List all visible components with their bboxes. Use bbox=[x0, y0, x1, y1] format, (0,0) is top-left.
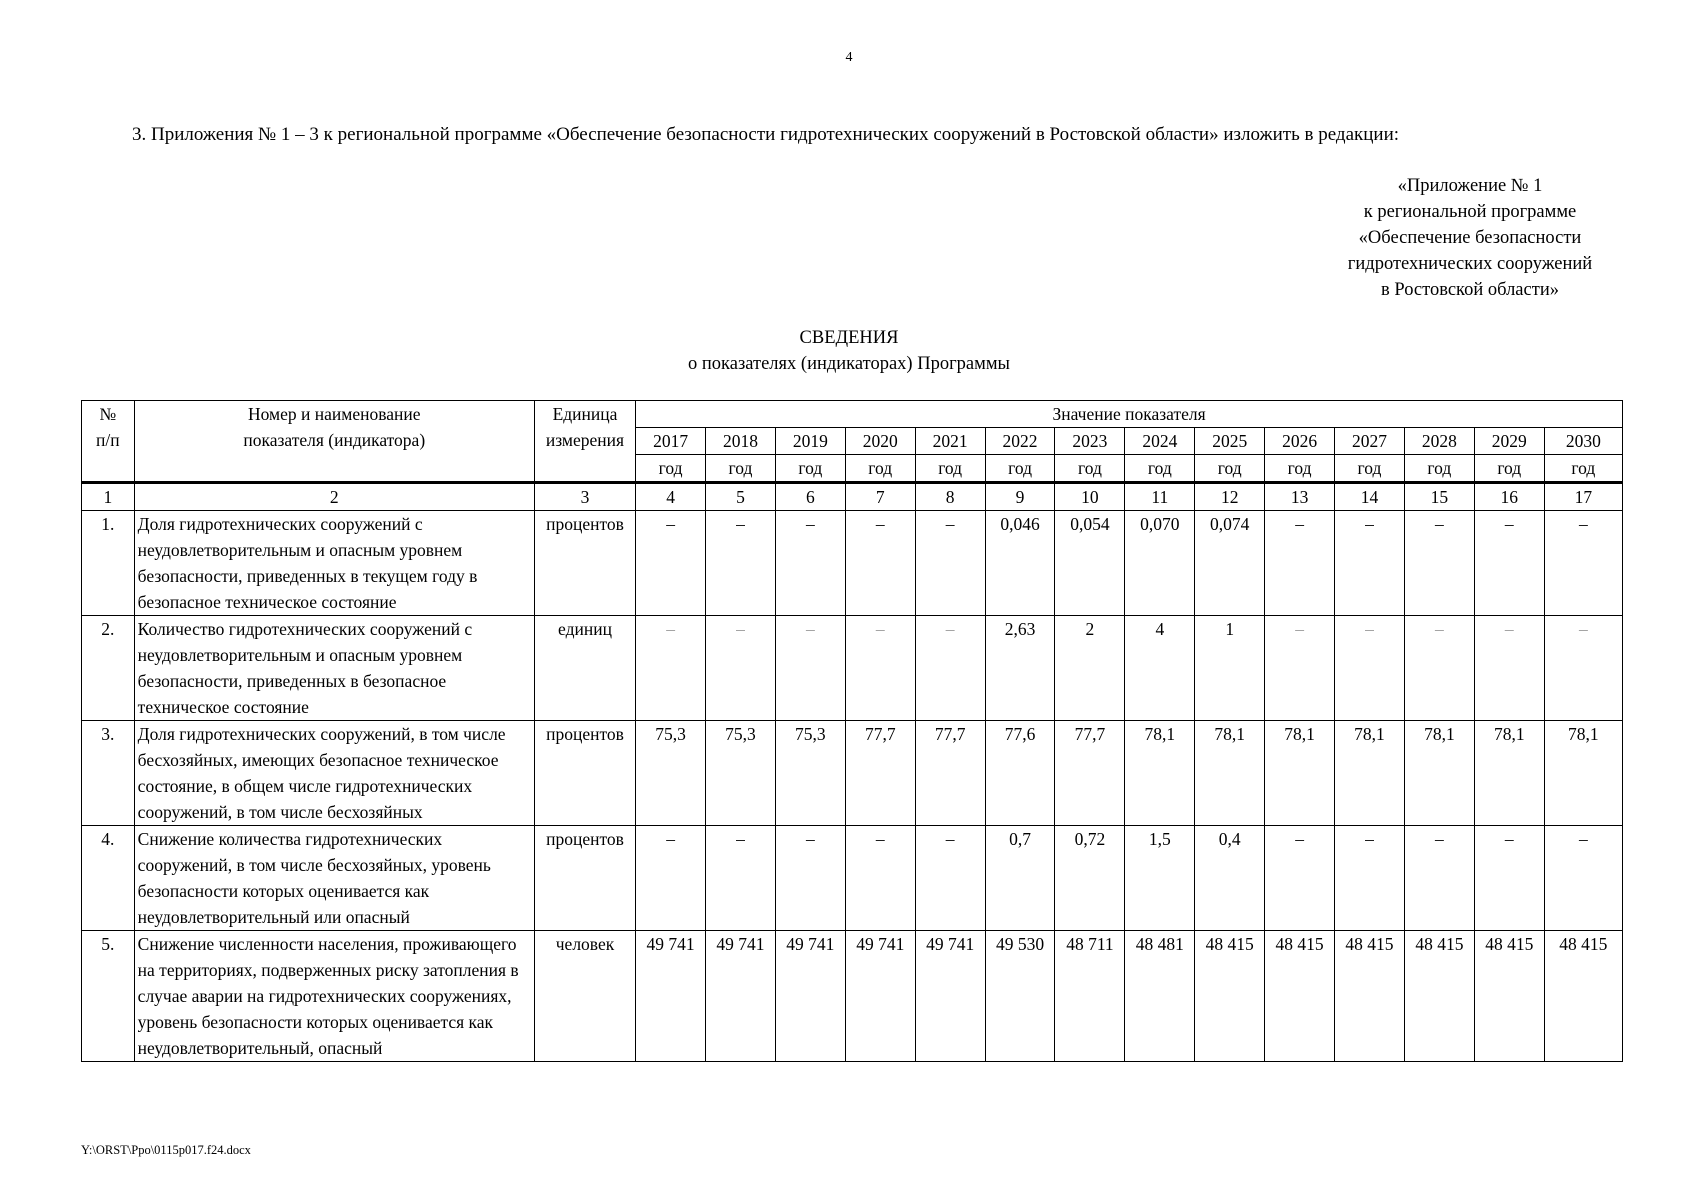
value-cell: – bbox=[775, 511, 845, 616]
value-cell: 77,7 bbox=[845, 721, 915, 826]
value-cell: 49 741 bbox=[636, 931, 706, 1062]
value-cell: – bbox=[1544, 616, 1622, 721]
table-row bbox=[82, 931, 1623, 1062]
row-number-cell: 2. bbox=[82, 616, 135, 721]
value-cell: – bbox=[1474, 511, 1544, 616]
column-number-cell: 8 bbox=[915, 483, 985, 511]
column-number-cell: 10 bbox=[1055, 483, 1125, 511]
column-number-cell: 3 bbox=[534, 483, 635, 511]
header-year-word: год bbox=[706, 455, 776, 483]
column-number-cell: 9 bbox=[985, 483, 1055, 511]
unit-cell: процентов bbox=[534, 721, 635, 826]
value-cell: – bbox=[845, 511, 915, 616]
header-year-word: год bbox=[1265, 455, 1335, 483]
indicator-name-cell: Доля гидротехнических сооружений с неудовлетворительным и опасным уровнем безопасности, приведенных в текущем году в безопасное техническое состояние bbox=[134, 511, 534, 616]
value-cell: 0,074 bbox=[1195, 511, 1265, 616]
header-year-word: год bbox=[1404, 455, 1474, 483]
header-year-word: год bbox=[1335, 455, 1405, 483]
unit-cell: процентов bbox=[534, 511, 635, 616]
indicator-name-cell: Снижение численности населения, проживающего на территориях, подверженных риску затопления в случае аварии на гидротехнических сооружениях, уровень безопасности которых оценивается как неудовлетворительный, опасный bbox=[134, 931, 534, 1062]
value-cell: 0,046 bbox=[985, 511, 1055, 616]
value-cell: 0,054 bbox=[1055, 511, 1125, 616]
row-number-cell: 4. bbox=[82, 826, 135, 931]
title-sub: о показателях (индикаторах) Программы bbox=[688, 354, 1010, 374]
header-unit-line1: Единица bbox=[552, 404, 618, 424]
column-number-cell: 1 bbox=[82, 483, 135, 511]
value-cell: – bbox=[1335, 616, 1405, 721]
value-cell: – bbox=[636, 616, 706, 721]
intro-paragraph: 3. Приложения № 1 – 3 к региональной программе «Обеспечение безопасности гидротехнических сооружений в Ростовской области» изложить в редакции: bbox=[132, 124, 1400, 145]
value-cell: 78,1 bbox=[1265, 721, 1335, 826]
header-year-word: год bbox=[1125, 455, 1195, 483]
row-number-cell: 1. bbox=[82, 511, 135, 616]
file-path-footer: Y:\ORST\Ppo\0115p017.f24.docx bbox=[81, 1143, 251, 1157]
value-cell: – bbox=[775, 616, 845, 721]
table-row bbox=[82, 721, 1623, 826]
value-cell: 78,1 bbox=[1404, 721, 1474, 826]
header-num bbox=[82, 401, 135, 483]
value-cell: – bbox=[845, 616, 915, 721]
value-cell: 75,3 bbox=[636, 721, 706, 826]
value-cell: – bbox=[1265, 826, 1335, 931]
header-year-2018: 2018 bbox=[706, 428, 776, 455]
value-cell: 75,3 bbox=[706, 721, 776, 826]
value-cell: 49 741 bbox=[845, 931, 915, 1062]
header-year-2019: 2019 bbox=[775, 428, 845, 455]
header-year-2021: 2021 bbox=[915, 428, 985, 455]
column-number-cell: 16 bbox=[1474, 483, 1544, 511]
header-year-word: год bbox=[775, 455, 845, 483]
indicators-table bbox=[81, 400, 1623, 1062]
value-cell: – bbox=[1404, 616, 1474, 721]
header-year-word: год bbox=[1055, 455, 1125, 483]
column-number-cell: 5 bbox=[706, 483, 776, 511]
value-cell: – bbox=[706, 616, 776, 721]
value-cell: 78,1 bbox=[1544, 721, 1622, 826]
value-cell: 49 530 bbox=[985, 931, 1055, 1062]
title-main: СВЕДЕНИЯ bbox=[799, 328, 899, 348]
unit-cell: процентов bbox=[534, 826, 635, 931]
column-number-cell: 4 bbox=[636, 483, 706, 511]
value-cell: 4 bbox=[1125, 616, 1195, 721]
value-cell: – bbox=[1335, 511, 1405, 616]
header-year-2025: 2025 bbox=[1195, 428, 1265, 455]
value-cell: 1,5 bbox=[1125, 826, 1195, 931]
value-cell: 78,1 bbox=[1474, 721, 1544, 826]
value-cell: 77,7 bbox=[915, 721, 985, 826]
value-cell: 75,3 bbox=[775, 721, 845, 826]
column-number-cell: 12 bbox=[1195, 483, 1265, 511]
appendix-line-4: гидротехнических сооружений bbox=[1347, 254, 1593, 274]
value-cell: – bbox=[915, 511, 985, 616]
value-cell: – bbox=[1474, 616, 1544, 721]
value-cell: 0,4 bbox=[1195, 826, 1265, 931]
value-cell: – bbox=[706, 826, 776, 931]
column-number-cell: 11 bbox=[1125, 483, 1195, 511]
value-cell: 1 bbox=[1195, 616, 1265, 721]
document-title bbox=[0, 325, 1698, 377]
header-year-word: год bbox=[636, 455, 706, 483]
appendix-line-2: к региональной программе bbox=[1363, 202, 1577, 222]
value-cell: 2,63 bbox=[985, 616, 1055, 721]
column-number-cell: 6 bbox=[775, 483, 845, 511]
value-cell: – bbox=[1544, 511, 1622, 616]
value-cell: – bbox=[1544, 826, 1622, 931]
appendix-line-5: в Ростовской области» bbox=[1381, 280, 1559, 300]
table-row bbox=[82, 511, 1623, 616]
value-cell: 78,1 bbox=[1335, 721, 1405, 826]
value-cell: – bbox=[1404, 511, 1474, 616]
column-number-cell: 2 bbox=[134, 483, 534, 511]
table-row bbox=[82, 616, 1623, 721]
header-year-2029: 2029 bbox=[1474, 428, 1544, 455]
value-cell: – bbox=[1335, 826, 1405, 931]
header-year-2020: 2020 bbox=[845, 428, 915, 455]
column-number-cell: 15 bbox=[1404, 483, 1474, 511]
value-cell: – bbox=[1265, 616, 1335, 721]
header-unit-line2: измерения bbox=[545, 430, 625, 450]
indicator-name-cell: Доля гидротехнических сооружений, в том числе бесхозяйных, имеющих безопасное техническое состояние, в общем числе гидротехнических сооружений, в том числе бесхозяйных bbox=[134, 721, 534, 826]
table-row bbox=[82, 826, 1623, 931]
value-cell: – bbox=[636, 511, 706, 616]
value-cell: – bbox=[636, 826, 706, 931]
column-number-cell: 14 bbox=[1335, 483, 1405, 511]
value-cell: 49 741 bbox=[775, 931, 845, 1062]
value-cell: 49 741 bbox=[915, 931, 985, 1062]
value-cell: – bbox=[1265, 511, 1335, 616]
header-year-2017: 2017 bbox=[636, 428, 706, 455]
value-cell: 0,72 bbox=[1055, 826, 1125, 931]
header-year-word: год bbox=[1195, 455, 1265, 483]
header-name bbox=[134, 401, 534, 483]
header-year-word: год bbox=[985, 455, 1055, 483]
header-value-group: Значение показателя bbox=[636, 401, 1623, 428]
header-num-line1: № bbox=[99, 404, 117, 424]
unit-cell: человек bbox=[534, 931, 635, 1062]
header-unit bbox=[534, 401, 635, 483]
indicator-name-cell: Снижение количества гидротехнических сооружений, в том числе бесхозяйных, уровень безопасности которых оценивается как неудовлетворительный или опасный bbox=[134, 826, 534, 931]
header-year-2027: 2027 bbox=[1335, 428, 1405, 455]
column-number-cell: 17 bbox=[1544, 483, 1622, 511]
value-cell: 77,6 bbox=[985, 721, 1055, 826]
value-cell: 0,7 bbox=[985, 826, 1055, 931]
appendix-line-1: «Приложение № 1 bbox=[1397, 176, 1543, 196]
header-name-line1: Номер и наименование bbox=[248, 404, 421, 424]
column-number-cell: 13 bbox=[1265, 483, 1335, 511]
value-cell: 77,7 bbox=[1055, 721, 1125, 826]
value-cell: 48 415 bbox=[1265, 931, 1335, 1062]
header-year-word: год bbox=[1544, 455, 1622, 483]
appendix-line-3: «Обеспечение безопасности bbox=[1358, 228, 1582, 248]
value-cell: 78,1 bbox=[1195, 721, 1265, 826]
row-number-cell: 5. bbox=[82, 931, 135, 1062]
value-cell: 49 741 bbox=[706, 931, 776, 1062]
row-number-cell: 3. bbox=[82, 721, 135, 826]
value-cell: – bbox=[706, 511, 776, 616]
indicator-name-cell: Количество гидротехнических сооружений с неудовлетворительным и опасным уровнем безопасности, приведенных в безопасное техническое состояние bbox=[134, 616, 534, 721]
value-cell: – bbox=[1474, 826, 1544, 931]
value-cell: 48 481 bbox=[1125, 931, 1195, 1062]
header-name-line2: показателя (индикатора) bbox=[243, 430, 426, 450]
header-year-word: год bbox=[915, 455, 985, 483]
value-cell: 48 711 bbox=[1055, 931, 1125, 1062]
value-cell: 48 415 bbox=[1404, 931, 1474, 1062]
page-number: 4 bbox=[845, 50, 853, 65]
header-year-word: год bbox=[845, 455, 915, 483]
column-number-cell: 7 bbox=[845, 483, 915, 511]
value-cell: – bbox=[1404, 826, 1474, 931]
value-cell: 48 415 bbox=[1195, 931, 1265, 1062]
header-year-2024: 2024 bbox=[1125, 428, 1195, 455]
appendix-heading bbox=[1290, 173, 1650, 303]
header-num-line2: п/п bbox=[96, 430, 120, 450]
header-year-2028: 2028 bbox=[1404, 428, 1474, 455]
value-cell: 48 415 bbox=[1335, 931, 1405, 1062]
value-cell: 78,1 bbox=[1125, 721, 1195, 826]
value-cell: – bbox=[915, 616, 985, 721]
value-cell: – bbox=[915, 826, 985, 931]
value-cell: 2 bbox=[1055, 616, 1125, 721]
value-cell: – bbox=[775, 826, 845, 931]
unit-cell: единиц bbox=[534, 616, 635, 721]
value-cell: – bbox=[845, 826, 915, 931]
value-cell: 48 415 bbox=[1474, 931, 1544, 1062]
header-year-2023: 2023 bbox=[1055, 428, 1125, 455]
header-year-word: год bbox=[1474, 455, 1544, 483]
value-cell: 48 415 bbox=[1544, 931, 1622, 1062]
header-year-2026: 2026 bbox=[1265, 428, 1335, 455]
header-year-2030: 2030 bbox=[1544, 428, 1622, 455]
header-year-2022: 2022 bbox=[985, 428, 1055, 455]
value-cell: 0,070 bbox=[1125, 511, 1195, 616]
